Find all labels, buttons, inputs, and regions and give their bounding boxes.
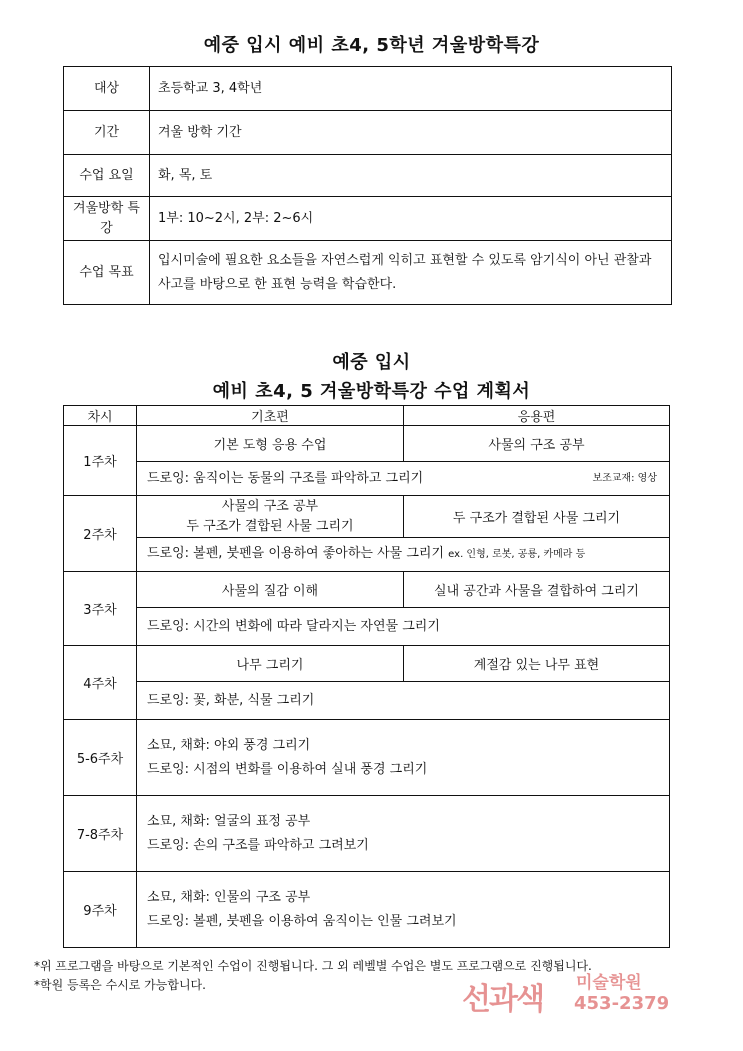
content-line: 소묘, 채화: 인물의 구조 공부 xyxy=(147,889,311,905)
footnote: *학원 등록은 수시로 가능합니다. xyxy=(34,978,206,992)
week2-drawing-row xyxy=(64,538,670,572)
info-value: 초등학교 3, 4학년 xyxy=(150,67,672,111)
basic-cell xyxy=(137,496,404,538)
info-label: 기간 xyxy=(64,111,150,155)
header-applied: 응용편 xyxy=(404,406,670,426)
week78-row xyxy=(64,796,670,872)
week-label: 7-8주차 xyxy=(64,796,137,872)
plan-title-line1: 예중 입시 xyxy=(332,352,411,373)
footnote: *위 프로그램을 바탕으로 기본적인 수업이 진행됩니다. 그 외 레벨별 수업은 별도 프로그램으로 진행됩니다. xyxy=(34,959,592,973)
week4-row xyxy=(64,646,670,682)
content-cell xyxy=(137,720,670,796)
logo-subtitle: 미술학원 xyxy=(576,973,642,993)
info-label: 겨울방학 특강 xyxy=(64,197,150,241)
drawing-note: 보조교재: 영상 xyxy=(592,472,657,484)
week56-row xyxy=(64,720,670,796)
info-row-goal xyxy=(64,241,672,305)
basic-cell: 나무 그리기 xyxy=(137,646,404,682)
content-cell xyxy=(137,796,670,872)
info-row-target xyxy=(64,67,672,111)
applied-cell: 사물의 구조 공부 xyxy=(404,426,670,462)
basic-line: 두 구조가 결합된 사물 그리기 xyxy=(186,518,354,534)
info-row-period xyxy=(64,111,672,155)
logo-name: 선과색 xyxy=(462,982,543,1017)
content-line: 드로잉: 손의 구조를 파악하고 그려보기 xyxy=(147,837,369,853)
plan-title-line2: 예비 초4, 5 겨울방학특강 수업 계획서 xyxy=(212,381,531,402)
content-cell xyxy=(137,872,670,948)
week3-drawing-row xyxy=(64,608,670,646)
drawing-text: 드로잉: 움직이는 동물의 구조를 파악하고 그리기 xyxy=(147,470,424,486)
applied-cell: 실내 공간과 사물을 결합하여 그리기 xyxy=(404,572,670,608)
plan-header-row xyxy=(64,406,670,426)
week2-row xyxy=(64,496,670,538)
plan-table xyxy=(63,405,670,948)
drawing-text: 드로잉: 볼펜, 붓펜을 이용하여 좋아하는 사물 그리기 xyxy=(147,546,445,561)
info-value: 화, 목, 토 xyxy=(150,155,672,197)
drawing-note: ex. 인형, 로봇, 공룡, 카메라 등 xyxy=(448,549,586,560)
academy-logo xyxy=(462,974,677,1018)
info-value: 입시미술에 필요한 요소들을 자연스럽게 익히고 표현할 수 있도록 암기식이 아닌 관찰과 사고를 바탕으로 한 표현 능력을 학습한다. xyxy=(150,241,672,305)
week4-drawing-row xyxy=(64,682,670,720)
page-title: 예중 입시 예비 초4, 5학년 겨울방학특강 xyxy=(203,35,540,56)
info-value: 겨울 방학 기간 xyxy=(150,111,672,155)
week-label: 4주차 xyxy=(64,646,137,720)
week-label: 1주차 xyxy=(64,426,137,496)
logo-phone: 453-2379 xyxy=(574,993,670,1014)
content-line: 소묘, 채화: 야외 풍경 그리기 xyxy=(147,737,311,753)
info-table xyxy=(63,66,672,305)
basic-cell: 기본 도형 응용 수업 xyxy=(137,426,404,462)
drawing-cell: 드로잉: 꽃, 화분, 식물 그리기 xyxy=(137,682,670,720)
week-label: 5-6주차 xyxy=(64,720,137,796)
content-line: 드로잉: 시점의 변화를 이용하여 실내 풍경 그리기 xyxy=(147,761,428,777)
header-basic: 기초편 xyxy=(137,406,404,426)
info-value: 1부: 10~2시, 2부: 2~6시 xyxy=(150,197,672,241)
info-row-days xyxy=(64,155,672,197)
week-label: 3주차 xyxy=(64,572,137,646)
drawing-cell xyxy=(137,462,670,496)
applied-cell: 두 구조가 결합된 사물 그리기 xyxy=(404,496,670,538)
info-label: 수업 목표 xyxy=(64,241,150,305)
week-label: 2주차 xyxy=(64,496,137,572)
info-label: 수업 요일 xyxy=(64,155,150,197)
week1-row xyxy=(64,426,670,462)
basic-line: 사물의 구조 공부 xyxy=(221,498,319,514)
info-label: 대상 xyxy=(64,67,150,111)
week-label: 9주차 xyxy=(64,872,137,948)
info-row-schedule xyxy=(64,197,672,241)
applied-cell: 계절감 있는 나무 표현 xyxy=(404,646,670,682)
drawing-cell: 드로잉: 시간의 변화에 따라 달라지는 자연물 그리기 xyxy=(137,608,670,646)
basic-cell: 사물의 질감 이해 xyxy=(137,572,404,608)
header-week: 차시 xyxy=(64,406,137,426)
week1-drawing-row xyxy=(64,462,670,496)
week3-row xyxy=(64,572,670,608)
content-line: 소묘, 채화: 얼굴의 표정 공부 xyxy=(147,813,311,829)
week9-row xyxy=(64,872,670,948)
content-line: 드로잉: 볼펜, 붓펜을 이용하여 움직이는 인물 그려보기 xyxy=(147,913,457,929)
drawing-cell xyxy=(137,538,670,572)
